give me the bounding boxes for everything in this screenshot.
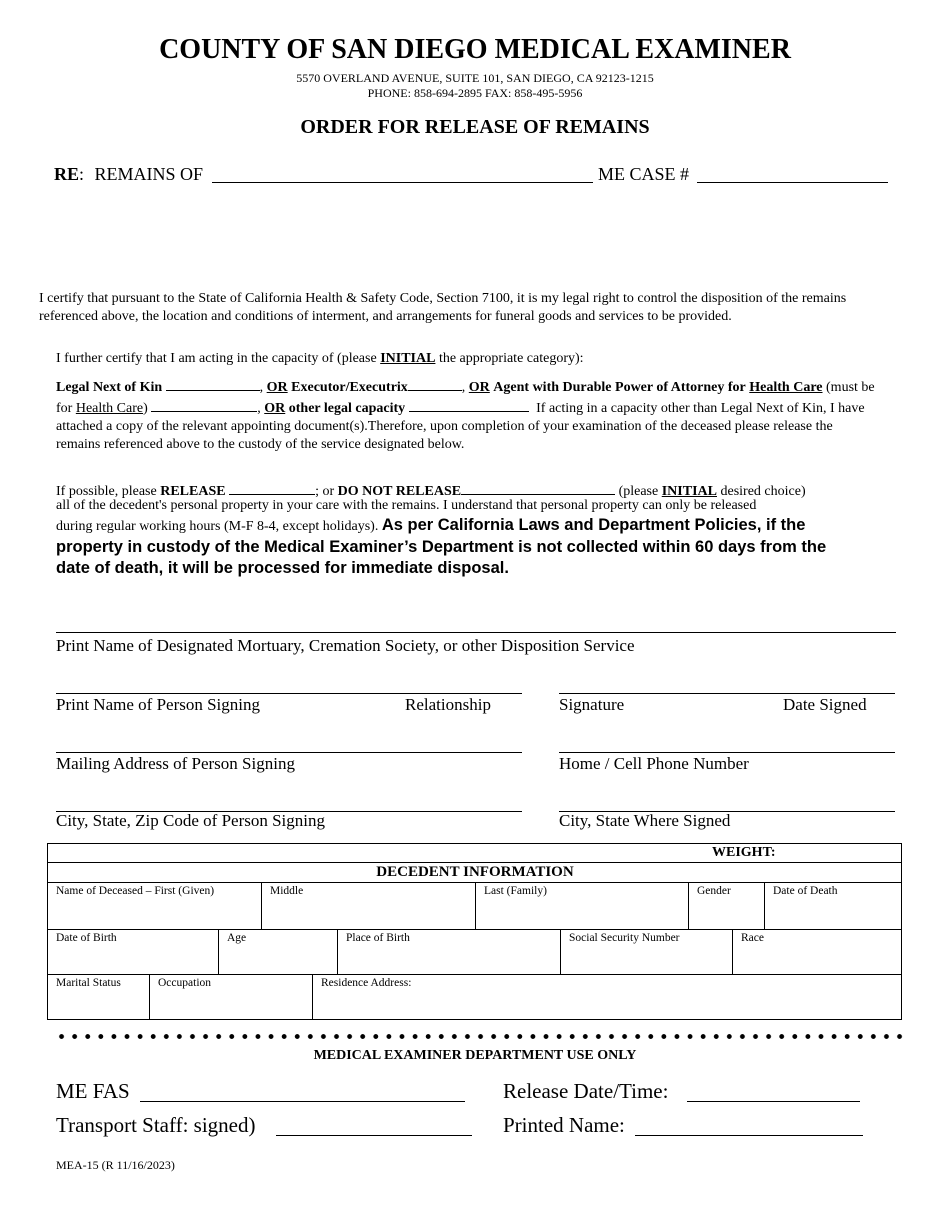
relationship-label: Relationship — [405, 695, 491, 714]
executor-initial[interactable] — [408, 376, 462, 391]
form-number: MEA-15 (R 11/16/2023) — [56, 1158, 175, 1172]
decedent-heading: DECEDENT INFORMATION — [376, 864, 574, 880]
signature-label: Signature — [559, 695, 625, 714]
residence-address-label: Residence Address: — [321, 977, 412, 989]
gender-label: Gender — [697, 885, 731, 897]
person-signing-field[interactable] — [56, 693, 522, 694]
place-of-birth-label: Place of Birth — [346, 932, 410, 944]
dotted-separator — [55, 1034, 905, 1039]
agent-initial[interactable] — [151, 397, 257, 412]
desired-choice: desired choice) — [720, 484, 806, 499]
property-line-2: all of the decedent's personal property in your care with the remains. I understand that personal property can only be released — [56, 498, 757, 513]
middle-name-cell[interactable] — [262, 883, 476, 929]
release-datetime-field[interactable] — [687, 1101, 860, 1102]
warning-3: date of death, it will be processed for immediate disposal. — [56, 559, 509, 577]
or-3: OR — [264, 401, 286, 416]
place-of-birth-cell[interactable] — [338, 930, 561, 974]
phone-label: Home / Cell Phone Number — [559, 754, 749, 773]
please-text: (please — [618, 484, 659, 499]
occupation-cell[interactable] — [150, 975, 313, 1019]
or-2: OR — [468, 380, 490, 395]
last-name-label: Last (Family) — [484, 885, 547, 897]
legal-next-of-kin-initial[interactable] — [166, 376, 260, 391]
if-possible: If possible, please — [56, 484, 157, 499]
agency-address: 5570 OVERLAND AVENUE, SUITE 101, SAN DIEGO, CA 92123-1215 — [296, 71, 654, 85]
other-capacity-initial[interactable] — [409, 397, 529, 412]
date-of-death-label: Date of Death — [773, 885, 838, 897]
weight-label: WEIGHT: — [712, 845, 776, 860]
city-state-signed-label: City, State Where Signed — [559, 811, 731, 830]
health-care-plain: Health Care — [75, 401, 144, 416]
working-hours: during regular working hours (M-F 8-4, except holidays). — [56, 519, 379, 534]
capacity-options: Legal Next of Kin , OR Executor/Executrix , OR Agent with Durable Power of Attorney for Health Care (must be for Health Care) , OR other legal capacity If acting in a capacity other than Legal Next of Kin, I have attached a copy of the relevant appointing document(s).Therefore, upon completion of your examination of the deceased please release the remains referenced above to the custody of the service designated below. — [56, 376, 878, 454]
me-case-label: ME CASE # — [598, 164, 690, 184]
property-line-3 — [56, 516, 805, 535]
ssn-label: Social Security Number — [569, 932, 680, 944]
age-cell[interactable] — [219, 930, 338, 974]
printed-name-label: Printed Name: — [503, 1113, 625, 1137]
dob-label: Date of Birth — [56, 932, 117, 944]
marital-status-label: Marital Status — [56, 977, 121, 989]
capacity-intro-a: I further certify that I am acting in the capacity of (please — [56, 351, 381, 366]
do-not-release-initial[interactable] — [461, 480, 615, 495]
mailing-address-label: Mailing Address of Person Signing — [56, 754, 295, 773]
residence-address-cell[interactable] — [313, 975, 901, 1019]
mortuary-label: Print Name of Designated Mortuary, Cremation Society, or other Disposition Service — [56, 636, 635, 655]
agency-title: COUNTY OF SAN DIEGO MEDICAL EXAMINER — [159, 34, 791, 65]
person-signing-label: Print Name of Person Signing — [56, 695, 260, 714]
first-name-cell[interactable] — [48, 883, 262, 929]
legal-next-of-kin-label: Legal Next of Kin — [56, 380, 163, 395]
form-title: ORDER FOR RELEASE OF REMAINS — [300, 116, 650, 138]
executor-label: Executor/Executrix — [291, 380, 408, 395]
health-care-bold: Health Care — [749, 380, 823, 395]
phone-field[interactable] — [559, 752, 895, 753]
do-not-release-label: DO NOT RELEASE — [337, 484, 462, 499]
re-label: RE — [54, 164, 80, 184]
other-capacity-label: other legal capacity — [288, 401, 406, 416]
date-signed-label: Date Signed — [783, 695, 867, 714]
me-case-field[interactable] — [697, 182, 888, 183]
warning-2: property in custody of the Medical Examiner’s Department is not collected within 60 days from the — [56, 538, 827, 556]
city-state-zip-label: City, State, Zip Code of Person Signing — [56, 811, 326, 830]
or-text: ; or — [315, 484, 335, 499]
remains-of-label: REMAINS OF — [94, 164, 204, 184]
marital-status-cell[interactable] — [48, 975, 150, 1019]
warning-1: As per California Laws and Department Policies, if the — [381, 516, 806, 534]
must-be-for: (must be for — [56, 380, 875, 416]
ssn-cell[interactable] — [561, 930, 733, 974]
remains-of-field[interactable] — [212, 182, 593, 183]
date-of-death-cell[interactable] — [765, 883, 901, 929]
dob-cell[interactable] — [48, 930, 219, 974]
race-cell[interactable] — [733, 930, 901, 974]
weight-divider — [48, 862, 902, 863]
capacity-intro-b: the appropriate category): — [435, 351, 584, 366]
capacity-intro — [56, 351, 584, 367]
re-line — [54, 164, 203, 185]
transport-staff-field[interactable] — [276, 1135, 472, 1136]
mailing-address-field[interactable] — [56, 752, 522, 753]
me-fas-field[interactable] — [140, 1101, 465, 1102]
release-datetime-label: Release Date/Time: — [503, 1079, 669, 1103]
age-label: Age — [227, 932, 247, 944]
printed-name-field[interactable] — [635, 1135, 863, 1136]
release-initial[interactable] — [229, 480, 315, 495]
capacity-rest: If acting in a capacity other than Legal Next of Kin, I have attached a copy of the relevant appointing document(s).Therefore, upon completion of your examination of the deceased please release the remains referenced above to the custody of the service designated below. — [56, 401, 865, 452]
release-label: RELEASE — [160, 484, 226, 499]
property-line-1 — [56, 480, 806, 500]
me-use-heading: MEDICAL EXAMINER DEPARTMENT USE ONLY — [313, 1048, 637, 1063]
agent-label: Agent with Durable Power of Attorney for — [493, 380, 746, 395]
mortuary-field[interactable] — [56, 632, 896, 633]
gender-cell[interactable] — [689, 883, 765, 929]
re-colon: : — [79, 164, 85, 184]
me-fas-label: ME FAS — [56, 1079, 130, 1103]
race-label: Race — [741, 932, 764, 944]
certification-paragraph: I certify that pursuant to the State of California Health & Safety Code, Section 7100, it is my legal right to control the disposition of the remains referenced above, the location and conditions of interment, and arrangements for funeral goods and services to be provided. — [39, 291, 847, 324]
initial-text: INITIAL — [661, 484, 717, 499]
weight-field[interactable] — [790, 845, 890, 861]
last-name-cell[interactable] — [476, 883, 689, 929]
agency-contact: PHONE: 858-694-2895 FAX: 858-495-5956 — [367, 86, 583, 100]
capacity-initial: INITIAL — [380, 351, 436, 366]
or-1: OR — [266, 380, 288, 395]
transport-staff-label: Transport Staff: signed) — [56, 1113, 256, 1137]
signature-field[interactable] — [559, 693, 895, 694]
middle-name-label: Middle — [270, 885, 304, 897]
first-name-label: Name of Deceased – First (Given) — [56, 885, 215, 897]
occupation-label: Occupation — [158, 977, 212, 989]
